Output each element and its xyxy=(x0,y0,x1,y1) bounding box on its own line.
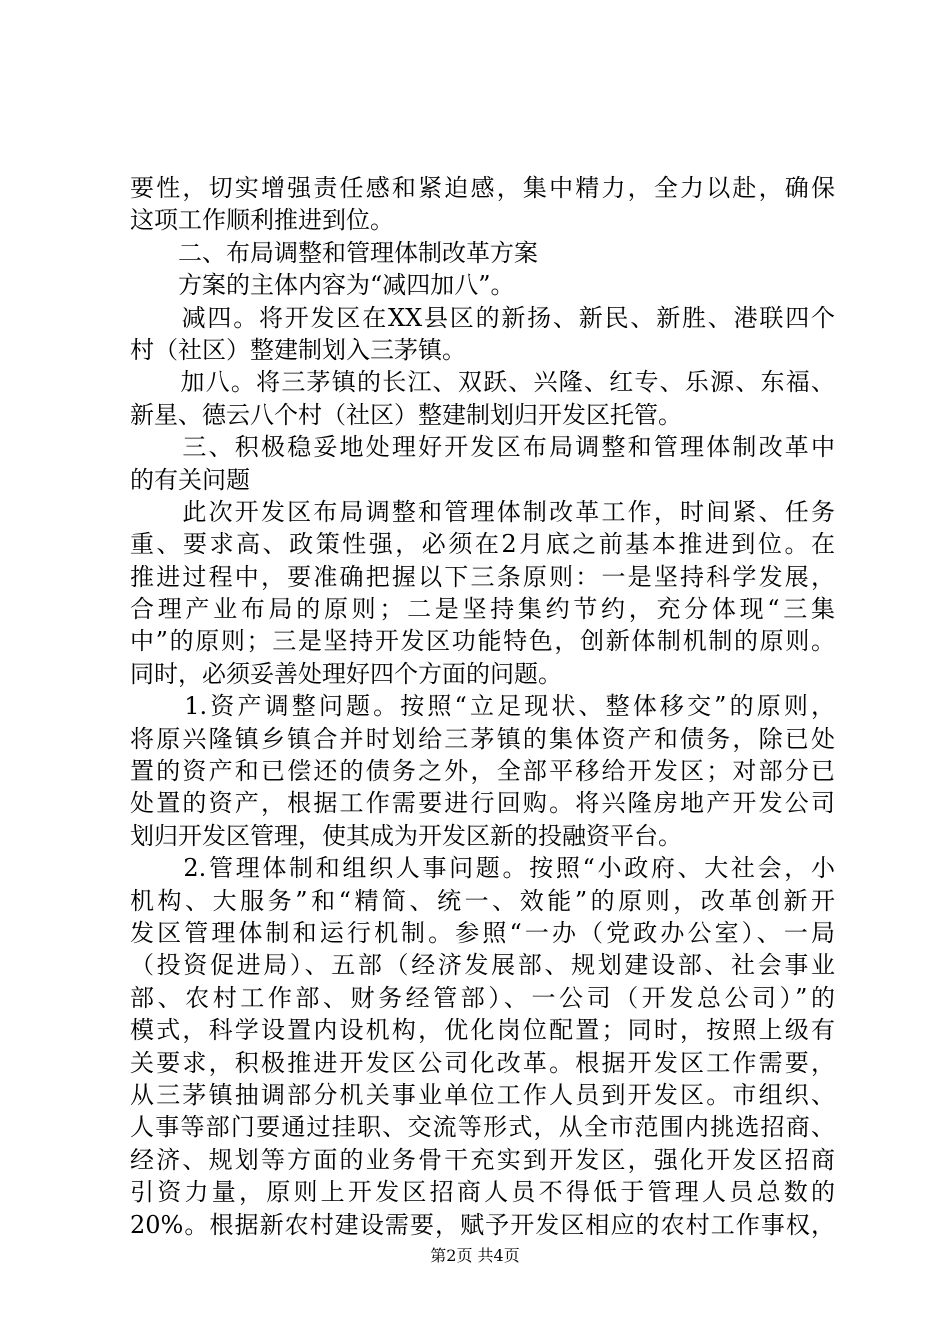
text-line: 此次开发区布局调整和管理体制改革工作，时间紧、任务 xyxy=(130,497,835,526)
text-line: 发区管理体制和运行机制。参照“一办（党政办公室）、一局 xyxy=(130,918,835,947)
text-line: 1.资产调整问题。按照“立足现状、整体移交”的原则， xyxy=(130,692,835,721)
text-line: 中”的原则；三是坚持开发区功能特色，创新体制机制的原则。 xyxy=(130,627,835,656)
text-line: 机构、大服务”和“精简、统一、效能”的原则，改革创新开 xyxy=(130,886,835,915)
text-line: 置的资产和已偿还的债务之外，全部平移给开发区；对部分已 xyxy=(130,757,835,786)
text-line: 方案的主体内容为“减四加八”。 xyxy=(130,271,515,300)
text-line: 这项工作顺利推进到位。 xyxy=(130,206,394,235)
text-line: 将原兴隆镇乡镇合并时划给三茅镇的集体资产和债务，除已处 xyxy=(130,724,835,753)
text-line: 处置的资产，根据工作需要进行回购。将兴隆房地产开发公司 xyxy=(130,789,835,818)
text-line: 20%。根据新农村建设需要，赋予开发区相应的农村工作事权， xyxy=(130,1210,835,1239)
text-line: （投资促进局）、五部（经济发展部、规划建设部、社会事业 xyxy=(130,951,835,980)
text-line: 加八。将三茅镇的长江、双跃、兴隆、红专、乐源、东福、 xyxy=(130,368,835,397)
text-line: 模式，科学设置内设机构，优化岗位配置；同时，按照上级有 xyxy=(130,1016,835,1045)
text-line: 重、要求高、政策性强，必须在2月底之前基本推进到位。在 xyxy=(130,530,835,559)
text-line: 关要求，积极推进开发区公司化改革。根据开发区工作需要， xyxy=(130,1048,835,1077)
text-line: 从三茅镇抽调部分机关事业单位工作人员到开发区。市组织、 xyxy=(130,1080,835,1109)
text-line: 部、农村工作部、财务经管部）、一公司（开发总公司）”的 xyxy=(130,983,835,1012)
section-heading: 三、积极稳妥地处理好开发区布局调整和管理体制改革中 xyxy=(130,433,835,462)
text-line: 推进过程中，要准确把握以下三条原则：一是坚持科学发展， xyxy=(130,562,835,591)
text-line: 经济、规划等方面的业务骨干充实到开发区，强化开发区招商 xyxy=(130,1145,835,1174)
section-heading: 二、布局调整和管理体制改革方案 xyxy=(130,238,538,267)
text-line: 要性，切实增强责任感和紧迫感，集中精力，全力以赴，确保 xyxy=(130,174,835,202)
text-line: 2.管理体制和组织人事问题。按照“小政府、大社会，小 xyxy=(130,854,835,883)
document-body xyxy=(130,172,835,1241)
text-line: 减四。将开发区在XX县区的新扬、新民、新胜、港联四个 xyxy=(130,303,835,332)
page-footer xyxy=(0,1246,950,1266)
text-line: 引资力量，原则上开发区招商人员不得低于管理人员总数的 xyxy=(130,1178,835,1207)
text-line: 同时，必须妥善处理好四个方面的问题。 xyxy=(130,659,562,688)
text-line: 合理产业布局的原则；二是坚持集约节约，充分体现“三集 xyxy=(130,595,835,624)
text-line: 新星、德云八个村（社区）整建制划归开发区托管。 xyxy=(130,400,682,429)
text-line: 村（社区）整建制划入三茅镇。 xyxy=(130,335,466,364)
section-heading: 的有关问题 xyxy=(130,465,250,494)
page-number-label: 第2页 共4页 xyxy=(430,1246,520,1265)
text-line: 划归开发区管理，使其成为开发区新的投融资平台。 xyxy=(130,821,682,850)
text-line: 人事等部门要通过挂职、交流等形式，从全市范围内挑选招商、 xyxy=(130,1113,835,1142)
